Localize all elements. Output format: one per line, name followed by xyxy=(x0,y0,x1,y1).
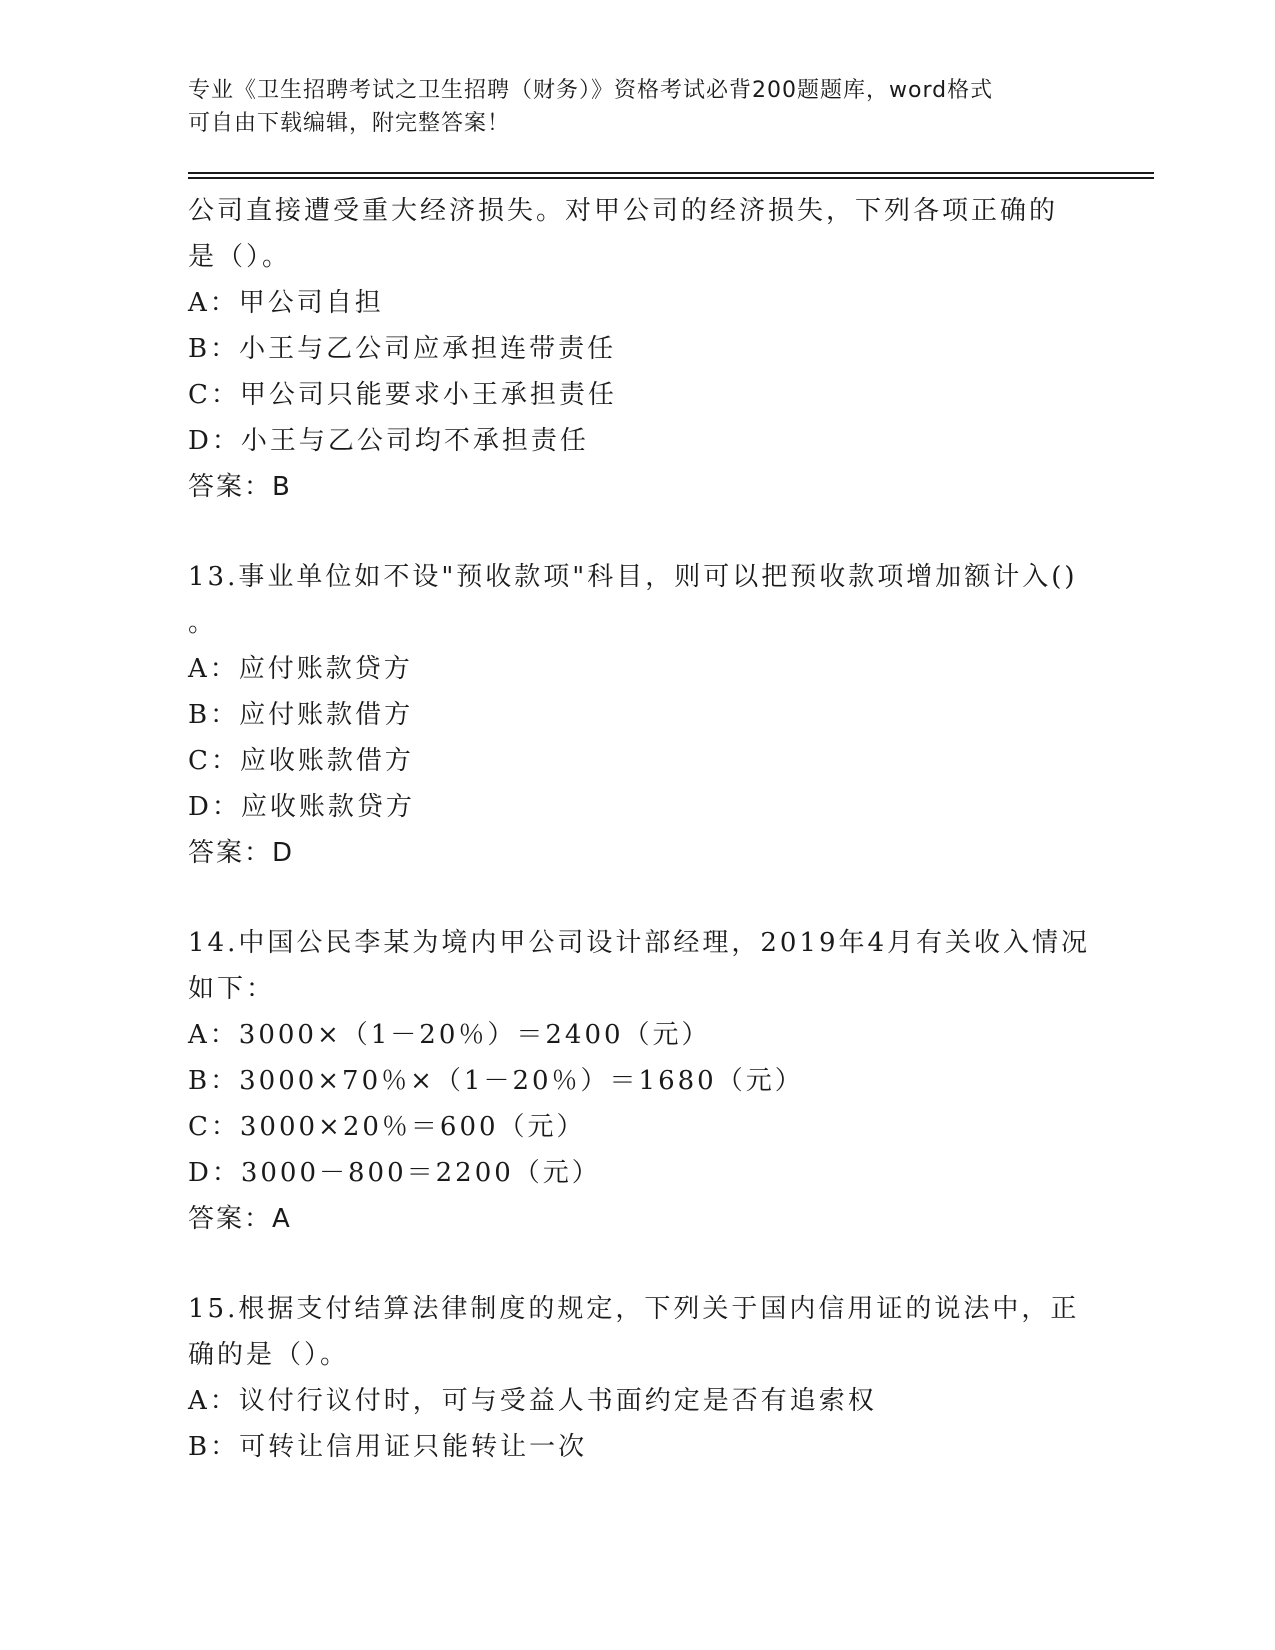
option-c: C：3000×20％＝600（元） xyxy=(188,1112,586,1142)
header-rule-bottom xyxy=(188,177,1154,179)
question-13 xyxy=(188,554,1118,876)
question-15 xyxy=(188,1286,1118,1470)
header-title-line-1: 专业《卫生招聘考试之卫生招聘（财务）》资格考试必背200题题库，word格式 xyxy=(188,78,994,103)
header-title-line-2: 可自由下载编辑，附完整答案！ xyxy=(188,111,511,136)
question-stem-line: 公司直接遭受重大经济损失。对甲公司的经济损失，下列各项正确的 xyxy=(188,196,1059,226)
question-stem-line: 15.根据支付结算法律制度的规定，下列关于国内信用证的说法中，正 xyxy=(188,1294,1080,1324)
question-stem-line: 确的是（）。 xyxy=(188,1340,350,1370)
question-stem-line: 。 xyxy=(188,608,218,638)
option-b: B：可转让信用证只能转让一次 xyxy=(188,1432,588,1462)
option-b: B：应付账款借方 xyxy=(188,700,414,730)
question-14 xyxy=(188,920,1118,1242)
question-gap xyxy=(188,510,1118,554)
question-gap xyxy=(188,1242,1118,1286)
header-rule-top xyxy=(188,172,1154,174)
option-b: B：3000×70％×（1－20％）＝1680（元） xyxy=(188,1066,804,1096)
option-d: D：应收账款贷方 xyxy=(188,792,415,822)
option-a: A：应付账款贷方 xyxy=(188,654,413,684)
answer-line: 答案：B xyxy=(188,472,292,502)
question-12 xyxy=(188,188,1118,510)
option-c: C：甲公司只能要求小王承担责任 xyxy=(188,380,617,410)
question-gap xyxy=(188,876,1118,920)
question-stem-line: 14.中国公民李某为境内甲公司设计部经理，2019年4月有关收入情况 xyxy=(188,928,1091,958)
option-a: A：3000×（1－20％）＝2400（元） xyxy=(188,1020,711,1050)
option-d: D：小王与乙公司均不承担责任 xyxy=(188,426,589,456)
question-stem-line: 如下： xyxy=(188,974,276,1004)
option-d: D：3000－800＝2200（元） xyxy=(188,1158,601,1188)
question-stem-line: 13.事业单位如不设"预收款项"科目，则可以把预收款项增加额计入() xyxy=(188,562,1078,592)
option-a: A：议付行议付时，可与受益人书面约定是否有追索权 xyxy=(188,1386,877,1416)
question-content xyxy=(188,188,1118,1470)
question-stem-line: 是（）。 xyxy=(188,242,292,272)
answer-line: 答案：A xyxy=(188,1204,292,1234)
document-header xyxy=(188,74,1088,140)
option-c: C：应收账款借方 xyxy=(188,746,414,776)
answer-line: 答案：D xyxy=(188,838,295,868)
option-b: B：小王与乙公司应承担连带责任 xyxy=(188,334,617,364)
option-a: A：甲公司自担 xyxy=(188,288,384,318)
